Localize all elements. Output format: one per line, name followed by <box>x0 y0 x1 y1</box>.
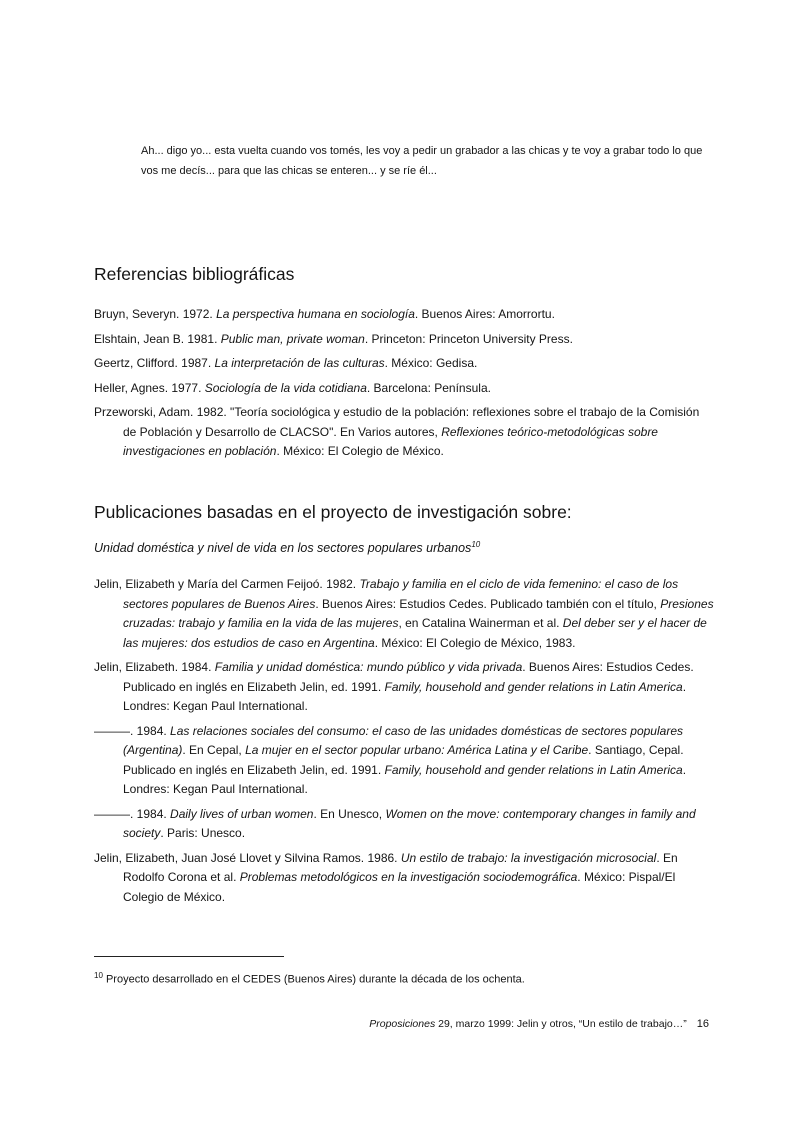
running-footer <box>369 1016 709 1032</box>
publications-list <box>94 575 714 912</box>
interview-quote: Ah... digo yo... esta vuelta cuando vos tomés, les voy a pedir un grabador a las chicas y te voy a grabar todo lo que vos me decís... para que las chicas se enteren... y se ríe él... <box>141 145 703 177</box>
reference-item: Geertz, Clifford. 1987. La interpretación de las culturas. México: Gedisa. <box>94 356 478 370</box>
publication-item: ———. 1984. Daily lives of urban women. En Unesco, Women on the move: contemporary changes in family and society. Paris: Unesco. <box>94 806 696 840</box>
reference-item: Przeworski, Adam. 1982. "Teoría sociológica y estudio de la población: reflexiones sobre el trabajo de la Comisión de Población y Desarrollo de CLACSO". En Varios autores, Reflexiones teórico-metodológicas sobre investigaciones en población. México: El Colegio de México. <box>94 405 700 458</box>
references-heading: Referencias bibliográficas <box>94 264 295 284</box>
reference-item: Elshtain, Jean B. 1981. Public man, private woman. Princeton: Princeton University Press. <box>94 331 573 346</box>
footnote: $^{10}$ Proyecto desarrollado en el CEDES (Buenos Aires) durante la década de los ochenta. <box>94 971 525 986</box>
footnote-ref: 10 <box>471 540 481 549</box>
footnote-divider <box>94 956 284 957</box>
publication-item: Jelin, Elizabeth y María del Carmen Feijoó. 1982. Trabajo y familia en el ciclo de vida femenino: el caso de los sectores populares de Buenos Aires. Buenos Aires: Estudios Cedes. Publicado también con el título, Presiones cruzadas: trabajo y familia en la vida de las mujeres, en Catalina Wainerman et al. Del deber ser y el hacer de las mujeres: dos estudios de caso en Argentina. México: El Colegio de México, 1983. <box>94 577 714 650</box>
publications-heading: Publicaciones basadas en el proyecto de investigación sobre: <box>94 502 572 522</box>
publication-item: ———. 1984. Las relaciones sociales del consumo: el caso de las unidades domésticas de sectores populares (Argentina). En Cepal, La mujer en el sector popular urbano: América Latina y el Caribe. Santiago, Cepal. Publicado en inglés en Elizabeth Jelin, ed. 1991. Family, household and gender relations in Latin America. Londres: Kegan Paul International. <box>94 723 687 796</box>
page-number: 16 <box>696 1018 709 1030</box>
reference-item: Heller, Agnes. 1977. Sociología de la vida cotidiana. Barcelona: Península. <box>94 380 491 395</box>
footer-citation: 29, marzo 1999: Jelin y otros, “Un estilo de trabajo…” <box>435 1018 687 1030</box>
footnote-mark: 10 <box>94 971 103 980</box>
reference-item: Bruyn, Severyn. 1972. La perspectiva humana en sociología. Buenos Aires: Amorrortu. <box>94 307 555 321</box>
references-list <box>94 305 714 467</box>
publication-item: Jelin, Elizabeth. 1984. Familia y unidad doméstica: mundo público y vida privada. Buenos Aires: Estudios Cedes. Publicado en inglés en Elizabeth Jelin, ed. 1991. Family, household and gender relations in Latin America. Londres: Kegan Paul International. <box>94 660 694 713</box>
journal-name: Proposiciones <box>369 1018 436 1030</box>
publication-item: Jelin, Elizabeth, Juan José Llovet y Silvina Ramos. 1986. Un estilo de trabajo: la investigación microsocial. En Rodolfo Corona et al. Problemas metodológicos en la investigación sociodemográfica. México: Pispal/El Colegio de México. <box>94 850 678 904</box>
project-subheading: Unidad doméstica y nivel de vida en los sectores populares urbanos$^{10}$ <box>94 540 481 556</box>
